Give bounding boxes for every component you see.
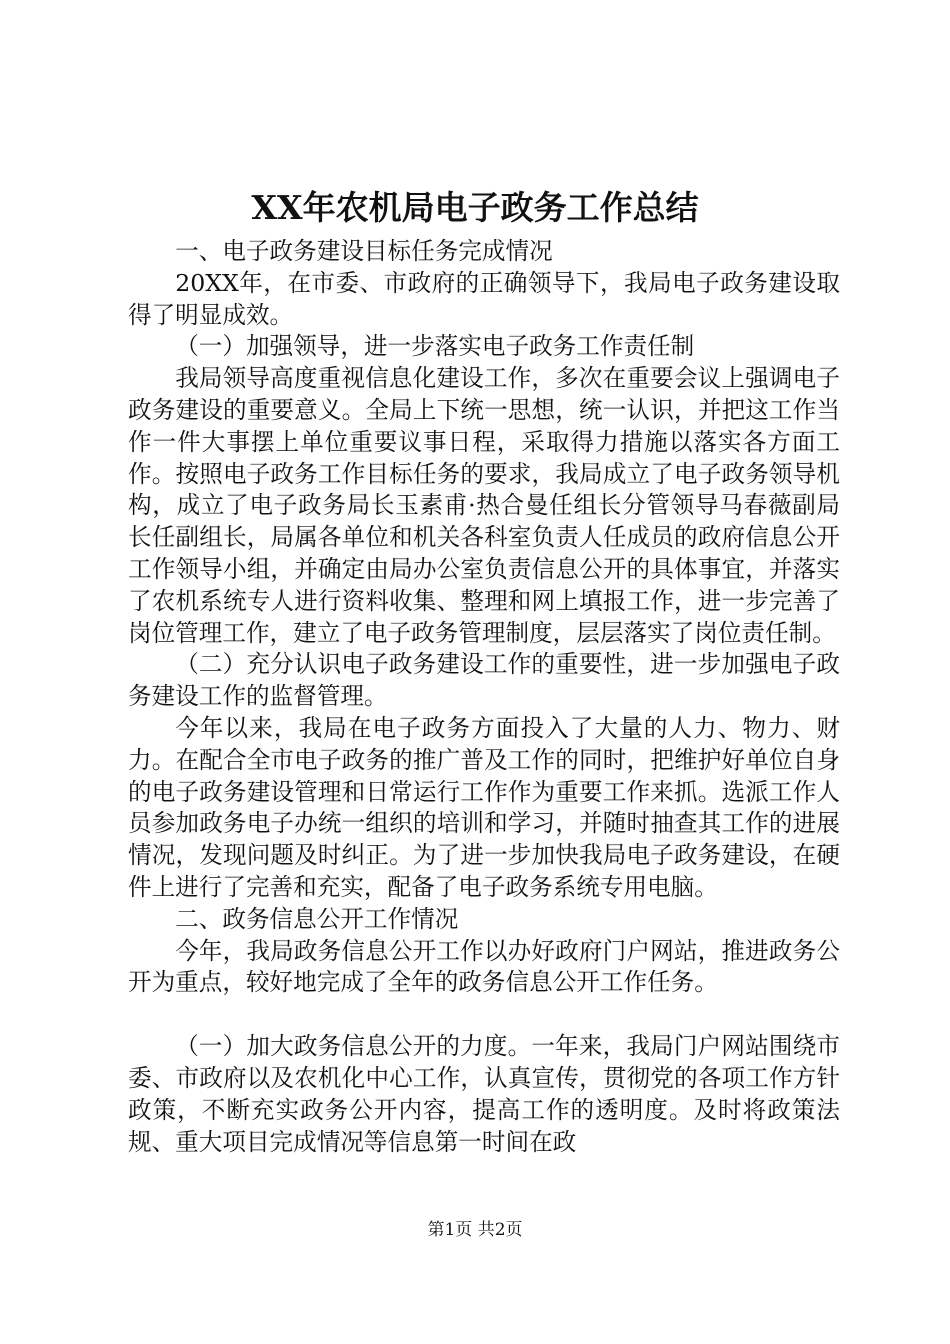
subsection-heading-1-2: （二）充分认识电子政务建设工作的重要性，进一步加强电子政务建设工作的监督管理。 (128, 650, 840, 711)
document-title: XX年农机局电子政务工作总结 (251, 188, 699, 227)
section-heading-1: 一、电子政务建设目标任务完成情况 (175, 237, 553, 265)
paragraph-disclosure-summary: 今年，我局政务信息公开工作以办好政府门户网站，推进政务公开为重点，较好地完成了全年的政务信息公开工作任务。 (128, 936, 840, 997)
paragraph-intro: 20XX年，在市委、市政府的正确领导下，我局电子政务建设取得了明显成效。 (128, 268, 840, 329)
subsection-heading-2-1: （一）加大政务信息公开的力度。一年来，我局门户网站围绕市委、市政府以及农机化中心工作，认真宣传，贯彻党的各项工作方针政策，不断充实政务公开内容，提高工作的透明度。及时将政策法规、重大项目完成情况等信息第一时间在政 (128, 1032, 840, 1156)
paragraph-leadership: 我局领导高度重视信息化建设工作，多次在重要会议上强调电子政务建设的重要意义。全局上下统一思想，统一认识，并把这工作当作一件大事摆上单位重要议事日程，采取得力措施以落实各方面工作。按照电子政务工作目标任务的要求，我局成立了电子政务领导机构，成立了电子政务局长玉素甫·热合曼任组长分管领导马春薇副局长任副组长，局属各单位和机关各科室负责人任成员的政府信息公开工作领导小组，并确定由局办公室负责信息公开的具体事宜，并落实了农机系统专人进行资料收集、整理和网上填报工作，进一步完善了岗位管理工作，建立了电子政务管理制度，层层落实了岗位责任制。 (128, 364, 840, 647)
document-body (128, 236, 840, 1158)
subsection-heading-1-1: （一）加强领导，进一步落实电子政务工作责任制 (175, 332, 695, 361)
page-footer: 第1页 共2页 (427, 1220, 523, 1240)
section-heading-2: 二、政务信息公开工作情况 (175, 904, 459, 933)
paragraph-investment: 今年以来，我局在电子政务方面投入了大量的人力、物力、财力。在配合全市电子政务的推广普及工作的同时，把维护好单位自身的电子政务建设管理和日常运行工作作为重要工作来抓。选派工作人员参加政务电子办统一组织的培训和学习，并随时抽查其工作的进展情况，发现问题及时纠正。为了进一步加快我局电子政务建设，在硬件上进行了完善和充实，配备了电子政务系统专用电脑。 (128, 713, 840, 901)
